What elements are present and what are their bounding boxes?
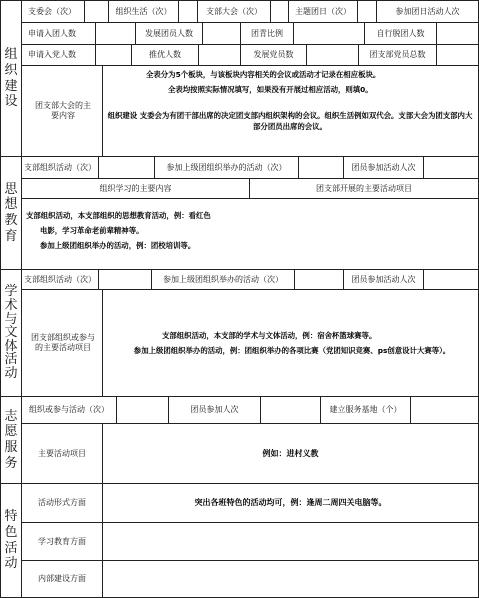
note-structure: 全表分为5个板块，与该板块内容相关的会议或活动才记录在相应板块。 [146, 70, 381, 79]
field-youth-ratio[interactable] [294, 23, 364, 44]
field-volunteer-activities[interactable] [117, 397, 168, 423]
label-volunteer-participants: 团员参加人次 [190, 405, 239, 414]
field-service-bases[interactable] [411, 397, 478, 423]
academic-example-1: 支部组织活动，本支部的学术与文体活动，例：宿舍杯篮球赛等。 [162, 331, 377, 340]
section-char: 学 [4, 284, 18, 300]
section-char: 特 [4, 509, 18, 525]
section-char: 文 [4, 325, 18, 341]
section-char: 体 [4, 338, 18, 354]
label-assembly-content: 团支部大会的主要内容 [35, 101, 91, 120]
label-new-party-members: 发展党员数 [253, 50, 294, 59]
label-higher-activities: 参加上级团组织举办的活动（次） [163, 274, 283, 284]
section-title-academic [1, 270, 21, 396]
label-higher-activities: 参加上级团组织举办的活动（次） [166, 162, 287, 172]
thought-example-2: 电影，学习革命老前辈精神等。 [40, 226, 144, 235]
label-volunteer-projects: 主要活动项目 [38, 448, 86, 458]
section-char: 织 [4, 62, 18, 78]
label-branch-assembly: 支部大会（次） [206, 6, 262, 16]
section-char: 术 [4, 297, 18, 313]
label-self-withdrawn: 自行脱团人数 [376, 28, 425, 38]
label-member-participation: 团员参加活动人次 [351, 162, 416, 172]
thought-example-3: 参加上级团组织举办的活动，例：团校培训等。 [40, 241, 196, 250]
section-char: 务 [4, 455, 18, 471]
section-char: 设 [4, 94, 18, 110]
note-fill-zero: 全表均按照实际情况填写，如果没有开展过相应活动，则填0。 [168, 85, 373, 94]
field-branch-assembly[interactable] [271, 1, 288, 22]
section-char: 想 [4, 197, 18, 213]
section-char: 色 [4, 524, 18, 540]
field-higher-activities[interactable] [295, 270, 343, 289]
academic-example-2: 参加上级团组织举办的活动，例：团组织举办的各项比赛（党团知识竞赛、ps创意设计大赛等）。 [133, 346, 451, 355]
section-char: 教 [4, 213, 18, 228]
section-char: 服 [4, 440, 18, 455]
section-title-volunteer [1, 397, 21, 483]
field-self-withdrawn[interactable] [437, 23, 478, 44]
label-recommended: 推优人数 [149, 50, 181, 59]
header-branch-projects: 团支部开展的主要活动项目 [316, 183, 412, 193]
field-party-applicants[interactable] [96, 45, 131, 65]
label-activity-format: 活动形式方面 [38, 498, 86, 507]
label-study-education: 学习教育方面 [38, 536, 86, 546]
field-branch-activities[interactable] [99, 157, 154, 178]
label-youth-ratio: 团青比例 [251, 28, 283, 38]
field-member-participation[interactable] [424, 157, 478, 178]
section-char: 与 [4, 311, 18, 327]
field-recommended[interactable] [199, 45, 240, 65]
label-party-members-total: 团支部党员总数 [369, 50, 426, 59]
field-volunteer-participants[interactable] [261, 397, 320, 423]
section-char: 思 [4, 181, 18, 197]
field-internal-building[interactable] [103, 561, 478, 597]
section-char: 活 [4, 352, 18, 368]
field-study-education[interactable] [103, 523, 478, 560]
label-service-bases: 建立服务基地（个） [329, 405, 402, 414]
section-char: 愿 [4, 424, 18, 440]
field-member-participation[interactable] [424, 270, 478, 289]
field-theme-day[interactable] [358, 1, 376, 22]
section-char: 育 [4, 228, 18, 244]
label-party-applicants: 申请入党人数 [28, 50, 76, 59]
field-new-members[interactable] [203, 23, 240, 44]
label-committee-meetings: 支委会（次） [28, 6, 76, 16]
volunteer-example: 例如：进村义教 [262, 448, 319, 458]
header-study-content: 组织学习的主要内容 [99, 183, 172, 193]
section-char: 活 [4, 540, 18, 556]
label-theme-day: 主题团日（次） [295, 6, 351, 16]
label-internal-building: 内部建设方面 [38, 574, 86, 583]
label-volunteer-activities: 组织或参与活动（次） [29, 405, 109, 414]
section-title-thought [1, 157, 21, 269]
label-theme-day-attendance: 参加团日活动人次 [395, 6, 460, 16]
label-member-participation: 团员参加活动人次 [351, 274, 416, 284]
field-branch-activities[interactable] [99, 270, 151, 289]
label-org-life: 组织生活（次） [115, 6, 172, 16]
special-example: 突出各班特色的活动均可，例：逢周二周四关电脑等。 [194, 498, 387, 507]
label-branch-activities: 支部组织活动（次） [24, 274, 96, 284]
thought-example-1: 支部组织活动，本支部组织的思想教育活动，例：看红色 [26, 211, 211, 220]
label-league-applicants: 申请入团人数 [28, 28, 76, 38]
label-main-projects: 团支部组织或参与的主要活动项目 [31, 333, 95, 352]
label-branch-activities: 支部组织活动（次） [24, 162, 96, 172]
field-new-party-members[interactable] [307, 45, 358, 65]
section-title-org [1, 1, 21, 156]
section-char: 组 [4, 47, 18, 63]
field-party-members-total[interactable] [437, 45, 478, 65]
section-char: 建 [4, 78, 18, 94]
field-committee-meetings[interactable] [85, 1, 108, 22]
field-higher-activities[interactable] [299, 157, 343, 178]
field-league-applicants[interactable] [96, 23, 135, 44]
note-org-definitions: 组织建设 支委会为有团干部出席的决定团支部内组织架构的会议。组织生活例如双代会。支部大会为团支部内大部分团员出席的会议。 [107, 111, 473, 132]
section-char: 志 [4, 408, 18, 424]
label-new-members: 发展团员人数 [145, 28, 193, 38]
section-title-special [1, 484, 21, 597]
field-org-life[interactable] [179, 1, 197, 22]
section-char: 动 [4, 556, 18, 572]
section-char: 动 [4, 366, 18, 382]
